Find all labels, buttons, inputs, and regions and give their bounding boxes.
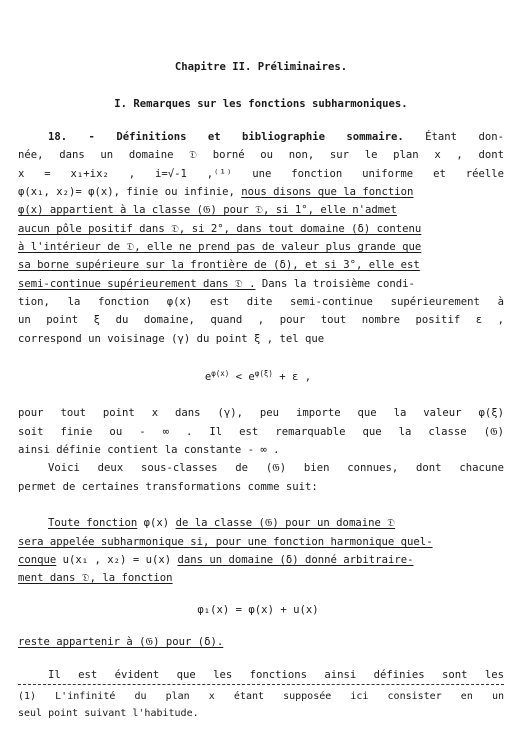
text-line-7: à l'intérieur de 𝔇, elle ne prend pas de valeur plus grande que <box>18 241 422 253</box>
text-line-2: née, dans un domaine 𝔇 borné ou non, sur le plan x , dont <box>18 149 504 161</box>
text-line-8: sa borne supérieure sur la frontière de (δ), et si 3°, elle est <box>18 259 420 271</box>
footnote-divider <box>18 684 504 685</box>
footnote-line-2: seul point suivant l'habitude. <box>18 708 199 719</box>
text-line-9: semi-continue supérieurement dans 𝔇 . Dans la troisième condi- <box>18 278 415 290</box>
paragraph-heading: 18. - Définitions et bibliographie sommaire. <box>48 131 404 143</box>
text-line-19: sera appelée subharmonique si, pour une fonction harmonique quel- <box>18 536 433 548</box>
formula-2: φ₁(x) = φ(x) + u(x) <box>197 604 319 616</box>
text-line-11: un point ξ du domaine, quand , pour tout nombre positif ε , <box>18 314 504 326</box>
text-line-21: ment dans 𝔇, la fonction <box>18 572 173 584</box>
text-line-14: soit finie ou - ∞ . Il est remarquable que la classe (𝔊) <box>18 426 504 438</box>
text-line-18: Toute fonction φ(x) de la classe (𝔊) pour un domaine 𝔇 <box>48 517 396 529</box>
text-line-6: aucun pôle positif dans 𝔇, si 2°, dans tout domaine (δ) contenu <box>18 223 422 235</box>
text-line-17: permet de certaines transformations comme suit: <box>18 481 318 493</box>
formula-1: $e^{\varphi(x)} < e^{\varphi(\xi)} + \varepsilon$ , <box>204 369 312 383</box>
text-line-16: Voici deux sous-classes de (𝔊) bien connues, dont chacune <box>48 462 504 474</box>
text-line-12: correspond un voisinage (γ) du point ξ , tel que <box>18 333 325 345</box>
text-line-23: Il est évident que les fonctions ainsi définies sont les <box>48 669 504 681</box>
text-line-15: ainsi définie contient la constante - ∞ . <box>18 444 280 456</box>
chapter-title: Chapitre II. Préliminaires. <box>174 61 348 73</box>
text-line-5: φ(x) appartient à la classe (𝔊) pour 𝔇, si 1°, elle n'admet <box>18 204 397 216</box>
section-title: I. Remarques sur les fonctions subharmoniques. <box>114 98 408 110</box>
footnote-line-1: (1) L'infinité du plan x étant supposée ici consister en un <box>18 691 504 702</box>
text-line-10: tion, la fonction φ(x) est dite semi-continue supérieurement à <box>18 296 504 308</box>
text-line-1: 18. - Définitions et bibliographie sommaire. Étant don- <box>18 128 504 146</box>
text-line-3: x = x₁+ix₂ , i=√-1 ,⁽¹⁾ une fonction uniforme et réelle <box>18 168 504 180</box>
text-line-4: φ(x₁, x₂)= φ(x), finie ou infinie, nous disons que la fonction <box>18 186 414 198</box>
text-line-13: pour tout point x dans (γ), peu importe que la valeur φ(ξ) <box>18 407 504 419</box>
text-line-20: conque u(x₁ , x₂) = u(x) dans un domaine (δ) donné arbitraire- <box>18 554 414 566</box>
text-line-22: reste appartenir à (𝔊) pour (δ). <box>18 636 224 648</box>
